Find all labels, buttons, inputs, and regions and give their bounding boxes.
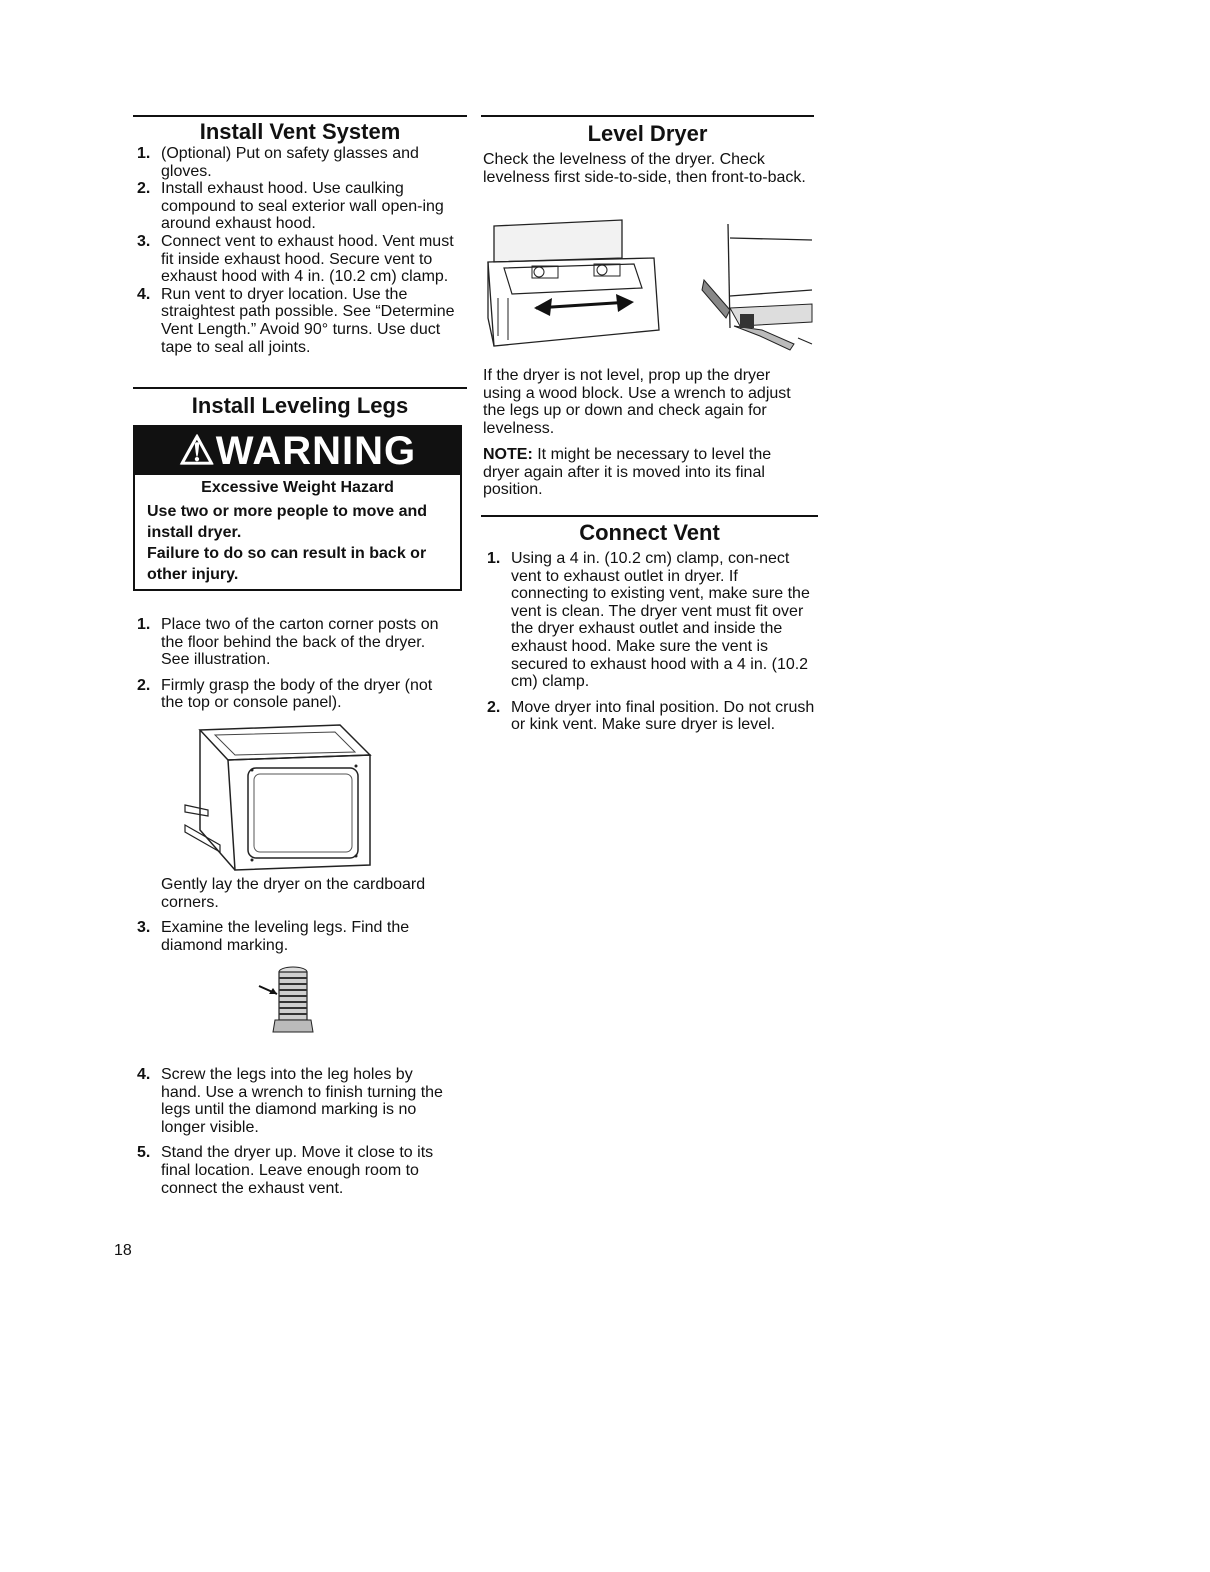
step-text: Firmly grasp the body of the dryer (not the top or console panel). (161, 676, 433, 712)
dryer-on-cardboard-illustration (180, 720, 380, 875)
list-item (137, 233, 457, 286)
list-item (137, 919, 457, 954)
list-item (487, 550, 815, 691)
step-number: 2. (487, 698, 501, 716)
step-text: (Optional) Put on safety glasses and gloves. (161, 145, 419, 180)
leveling-leg-illustration (255, 962, 325, 1042)
list-item (137, 1144, 457, 1197)
note-label: NOTE: (483, 446, 533, 463)
install-legs-steps-c (137, 1066, 457, 1197)
warning-line-1: Use two or more people to move and install dryer. (147, 503, 428, 541)
step-text: Connect vent to exhaust hood. Vent must fit inside exhaust hood. Secure vent to exhaust hood with 4 in. (10.2 cm) clamp. (161, 232, 454, 286)
step-text: Place two of the carton corner posts on the floor behind the back of the dryer. See illustration. (161, 616, 439, 669)
step-number: 1. (137, 616, 151, 633)
step-text: Screw the legs into the leg holes by hand. Use a wrench to finish turning the legs until the diamond marking is no longer visible. (161, 1066, 443, 1136)
list-item (137, 677, 457, 712)
step-number: 2. (137, 180, 151, 198)
list-item (137, 1066, 457, 1136)
install-legs-steps-a (137, 616, 457, 712)
level-dryer-paragraph: If the dryer is not level, prop up the dryer using a wood block. Use a wrench to adjust the legs up or down and check again for levelness. (483, 367, 791, 437)
step-number: 1. (137, 145, 151, 162)
step-text: Using a 4 in. (10.2 cm) clamp, con-nect vent to exhaust outlet in dryer. If connecting to existing vent, make sure the vent is clean. The dryer vent must fit over the dryer exhaust outlet and inside the exhaust hood. Make sure the vent is secured to exhaust hood with a 4 in. (10.2 cm) clamp. (511, 550, 810, 691)
note-text: It might be necessary to level the dryer again after it is moved into its final position. (483, 446, 772, 499)
warning-box (133, 425, 462, 591)
rule-install-legs (133, 387, 467, 389)
rule-level-dryer (481, 115, 814, 117)
list-item (487, 699, 815, 734)
step-text: Examine the leveling legs. Find the diamond marking. (161, 919, 410, 954)
step-number: 4. (137, 1066, 151, 1083)
heading-install-legs: Install Leveling Legs (191, 393, 409, 418)
dryer-level-side-illustration (484, 218, 664, 358)
step-text: Stand the dryer up. Move it close to its final location. Leave enough room to connect the exhaust vent. (161, 1144, 434, 1197)
step-text: Move dryer into final position. Do not crush or kink vent. Make sure dryer is level. (511, 698, 815, 734)
illustration-caption: Gently lay the dryer on the cardboard corners. (161, 876, 426, 911)
step-text: Install exhaust hood. Use caulking compound to seal exterior wall open-ing around exhaust hood. (161, 180, 444, 233)
warning-text (147, 501, 450, 585)
rule-connect-vent (481, 515, 818, 517)
step-number: 5. (137, 1144, 151, 1162)
page-number: 18 (114, 1242, 132, 1259)
level-dryer-intro: Check the levelness of the dryer. Check levelness first side-to-side, then front-to-back. (483, 151, 806, 186)
list-item (137, 180, 457, 233)
step-number: 1. (487, 550, 501, 567)
heading-connect-vent: Connect Vent (579, 520, 720, 545)
heading-install-vent: Install Vent System (199, 119, 401, 144)
rule-install-vent (133, 115, 467, 117)
step-number: 2. (137, 676, 151, 694)
step-number: 3. (137, 919, 151, 936)
list-item (137, 145, 457, 180)
heading-level-dryer: Level Dryer (587, 121, 708, 146)
step-text: Run vent to dryer location. Use the straightest path possible. See “Determine Vent Length.” Avoid 90° turns. Use duct tape to seal all joints. (161, 285, 455, 356)
dryer-leg-detail-illustration (700, 218, 815, 358)
warning-title: Excessive Weight Hazard (201, 479, 394, 496)
install-vent-steps (137, 145, 457, 356)
list-item (137, 286, 457, 356)
warning-line-2: Failure to do so can result in back or other injury. (147, 545, 427, 583)
connect-vent-steps (487, 550, 815, 734)
step-number: 4. (137, 285, 151, 303)
warning-banner: ⚠WARNING (135, 427, 460, 475)
level-dryer-note (483, 446, 808, 499)
list-item (137, 616, 457, 669)
install-legs-steps-b (137, 919, 457, 954)
step-number: 3. (137, 232, 151, 250)
